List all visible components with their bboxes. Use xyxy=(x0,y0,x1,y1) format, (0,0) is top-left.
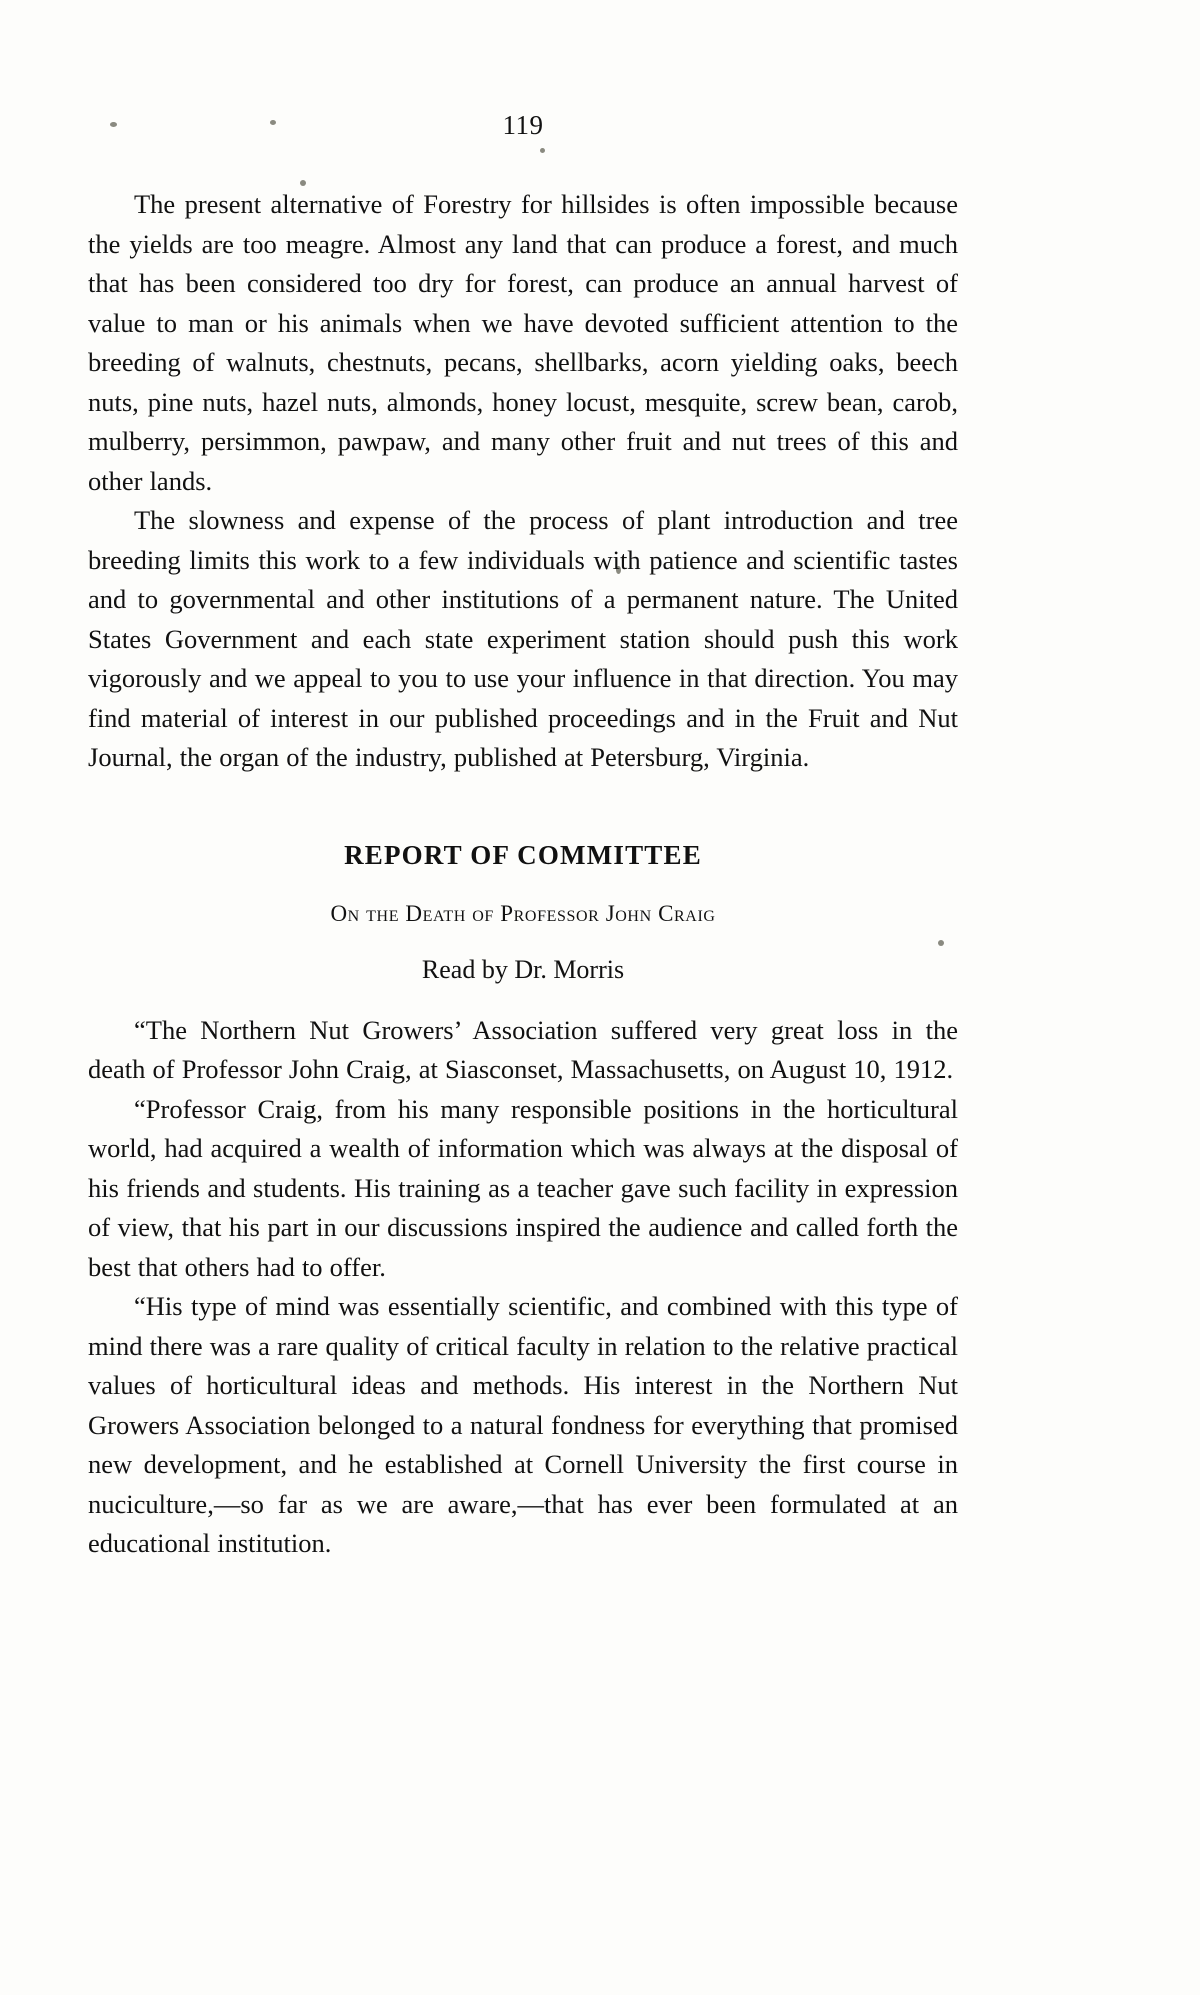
page-content xyxy=(88,110,958,1564)
report-paragraph: “The Northern Nut Growers’ Association suffered very great loss in the death of Professor John Craig, at Siasconset, Massachusetts, on August 10, 1912. xyxy=(88,1014,958,1084)
body-paragraph: The present alternative of Forestry for hillsides is often impossible because the yields are too meagre. Almost any land that can produce a forest, and much that has been considered too dry for forest, can produce an annual harvest of value to man or his animals when we have devoted sufficient attention to the breeding of walnuts, chestnuts, pecans, shellbarks, acorn yielding oaks, beech nuts, pine nuts, hazel nuts, almonds, honey locust, mesquite, screw bean, carob, mulberry, persimmon, pawpaw, and many other fruit and nut trees of this and other lands. xyxy=(88,189,958,496)
section-subtitle: On the Death of Professor John Craig xyxy=(330,900,716,926)
body-paragraph: The slowness and expense of the process of plant introduction and tree breeding limits this work to a few individuals with patience and scientific tastes and to governmental and other institutions of a permanent nature. The United States Government and each state experiment station should push this work vigorously and we appeal to you to use your influence in that direction. You may find material of interest in our published proceedings and in the Fruit and Nut Journal, the organ of the industry, published at Petersburg, Virginia. xyxy=(88,505,958,772)
section-byline: Read by Dr. Morris xyxy=(421,954,625,984)
report-paragraph: “Professor Craig, from his many responsible positions in the horticultural world, had acquired a wealth of information which was always at the disposal of his friends and students. His training as a teacher gave such facility in expression of view, that his part in our discussions inspired the audience and called forth the best that others had to offer. xyxy=(88,1093,958,1282)
page-number: 119 xyxy=(502,110,544,140)
section-title: REPORT OF COMMITTEE xyxy=(344,839,702,870)
report-paragraph: “His type of mind was essentially scientific, and combined with this type of mind there was a rare quality of critical faculty in relation to the relative practical values of horticultural ideas and methods. His interest in the Northern Nut Growers Association belonged to a natural fondness for everything that promised new development, and he established at Cornell University the first course in nuciculture,—so far as we are aware,—that has ever been formulated at an educational institution. xyxy=(88,1291,958,1558)
